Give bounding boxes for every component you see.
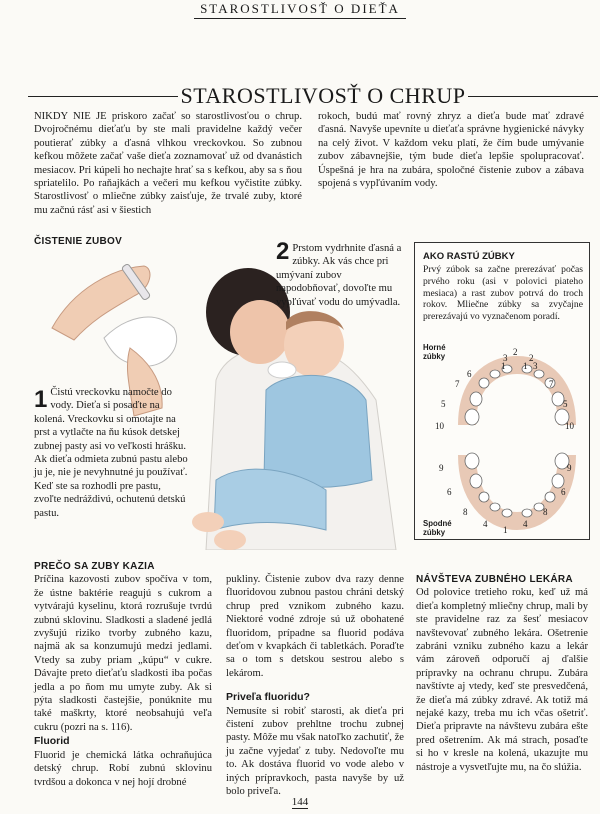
tooth-num: 8	[463, 507, 468, 517]
step1-number: 1	[34, 386, 48, 413]
too-much-fluorid-heading: Priveľa fluoridu?	[226, 691, 310, 704]
step1-text: 1 Čistú vreckovku namočte do vody. Dieťa si posaďte na kolená. Vreckovku si omotajte na prst a vytlačte na ňu kúsok detskej zubnej pasty asi vo veľkosti hrášku. Ak dieťa odmieta zubnú pastu alebo ju je, nie je nevyhnutné ju používať. Keď ste sa rozhodli pre pastu, zvoľte nedráždivú, ochutenú detskú pastu.	[34, 386, 188, 519]
tooth-num: 4	[523, 519, 528, 529]
tooth-num: 4	[483, 519, 488, 529]
tooth-num: 9	[567, 463, 572, 473]
caries-section	[34, 560, 212, 789]
teeth-growth-box	[414, 242, 590, 540]
cleaning-heading: ČISTENIE ZUBOV	[34, 236, 123, 247]
page-number: 144	[291, 796, 309, 808]
teeth-box-text: Prvý zúbok sa začne prerezávať počas prvého roku (asi v polovici piateho mesiaca) a rast zubov potrvá do troch rokov. Mliečne zúbky sa zvyčajne prerezávajú vo vyznačenom poradí.	[423, 264, 583, 323]
teeth-box-heading: AKO RASTÚ ZÚBKY	[423, 251, 515, 262]
fluorid-continued-text: pukliny. Čistenie zubov dva razy denne fluoridovou zubnou pastou chráni detský chrup pred vznikom zubného kazu. Niektoré vodné zdroje sú už obohatené fluoridom, prípadne sa fluorid podáva deťom v kvapkách či tabletkách. Poraďte sa o tom s detskou sestrou alebo s lekárom.	[226, 574, 404, 679]
caries-text: Príčina kazovosti zubov spočíva v tom, že ústne baktérie reagujú s cukrom a vytvárajú kyselinu, ktorá rozrušuje tvrdú zubnú sklovinu. Sladkosti a sladené jedlá zvyšujú riziko tvorby zubného kazu, najmä ak sa konzumujú medzi jedlami. Vtedy sa zuby priam „kúpu“ v cukre. Dávajte preto dieťaťu sladkosti iba počas jedla a po ňom mu umyte zuby. Ak si pýta sladkosti častejšie, ponúknite mu také maškrty, ktoré neobsahujú veľa cukru (pozri na s. 116).	[34, 574, 212, 733]
dentist-heading: NÁVŠTEVA ZUBNÉHO LEKÁRA	[416, 574, 573, 585]
fluorid-text: Fluorid je chemická látka ochraňujúca detský chrup. Robí zubnú sklovinu tvrdšou a dokonca v nej hojí drobné	[34, 749, 212, 788]
jaw-diagram	[449, 355, 585, 531]
dentist-text: Od polovice tretieho roku, keď už má dieťa kompletný mliečny chrup, mali by ste pravidelne raz za šesť mesiacov navštevovať zubného lekára. Ošetrenie zabráni vzniku zubného kazu a lekár vám zároveň odporučí aj ďalšie prípravky na ochranu chrupu. Zubára navštívte aj vtedy, keď ste presvedčená, že dieťa má zúbky zdravé. Ak totiž má nejaké kazy, treba mu ich včas ošetriť. Dieťa pripravte na návštevu zubára ešte pred ošetrením. Ak má strach, posaďte si ho v kresle na kolená, ukazujte mu nástroje a vysvetľujte mu, na čo slúžia.	[416, 587, 588, 773]
fluorid-heading: Fluorid	[34, 735, 70, 748]
tooth-num: 1	[503, 525, 508, 535]
tooth-num: 3	[503, 353, 508, 363]
tooth-num: 1	[501, 361, 506, 371]
running-header: STAROSTLIVOSŤ O DIEŤA	[0, 0, 600, 22]
tooth-num: 6	[467, 369, 472, 379]
tooth-num: 6	[561, 487, 566, 497]
dentist-section	[416, 573, 588, 774]
tooth-num: 5	[441, 399, 446, 409]
tooth-num: 10	[435, 421, 444, 431]
too-much-fluorid-text: Nemusíte si robiť starosti, ak dieťa pri čistení zubov prehltne trochu zubnej pasty. Môže mu však natoľko zachutiť, že ju začne vyjedať z tuby. Nedovoľte mu to. Ak dostáva fluorid vo vode alebo v iných prípravkoch, pasta navyše by už bolo priveľa.	[226, 705, 404, 798]
tooth-num: 5	[563, 399, 568, 409]
fluorid-continued	[226, 573, 404, 799]
caries-heading: PREČO SA ZUBY KAZIA	[34, 561, 155, 572]
step2-number: 2	[276, 238, 290, 265]
tooth-num: 9	[439, 463, 444, 473]
step2-text: 2 Prstom vydrhnite ďasná a zúbky. Ak vás chce pri umývaní zubov napodobňovať, dovoľte mu vypľúvať vodu do umývadla.	[276, 238, 402, 308]
lower-teeth-label: Spodné zúbky	[423, 519, 452, 537]
intro-left: NIKDY NIE JE priskoro začať so starostlivosťou o chrup. Dvojročnému dieťaťu by ste mali pravidelne každý večer poutierať zúbky a ďasná vlhkou vreckovkou. So zubnou kefkou môžete začať vaše dieťa zoznamovať už od dvanástich mesiacov. Pri kúpeli ho nechajte hrať sa s kefkou, aby sa s ňou spriatelilo. Po raňajkách a večeri mu kefkou vyčistite zúbky. Starostlivosť o mliečne zúbky zaisťuje, že trvalé zuby, ktoré mu začnú rásť asi v šiestich	[34, 111, 302, 216]
tooth-num: 3	[533, 361, 538, 371]
tooth-num: 2	[513, 347, 518, 357]
upper-teeth-label: Horné zúbky	[423, 343, 446, 361]
intro-right: rokoch, budú mať rovný zhryz a dieťa bude mať zdravé ďasná. Navyše upevníte u dieťaťa správne hygienické návyky na celý život. V každom veku platí, že čím bude umývanie zubov zábavnejšie, tým bude dieťa lepšie spolupracovať. Úspešná je hra na zubára, spoločné čistenie zubov a zábava spojená s vypľúvaním vody.	[318, 111, 584, 190]
tooth-num: 7	[455, 379, 460, 389]
tooth-num: 7	[549, 379, 554, 389]
tooth-num: 2	[529, 353, 534, 363]
tooth-num: 1	[523, 361, 528, 371]
page-title: STAROSTLIVOSŤ O CHRUP	[178, 84, 468, 108]
tooth-num: 10	[565, 421, 574, 431]
tooth-num: 6	[447, 487, 452, 497]
tooth-num: 8	[543, 507, 548, 517]
